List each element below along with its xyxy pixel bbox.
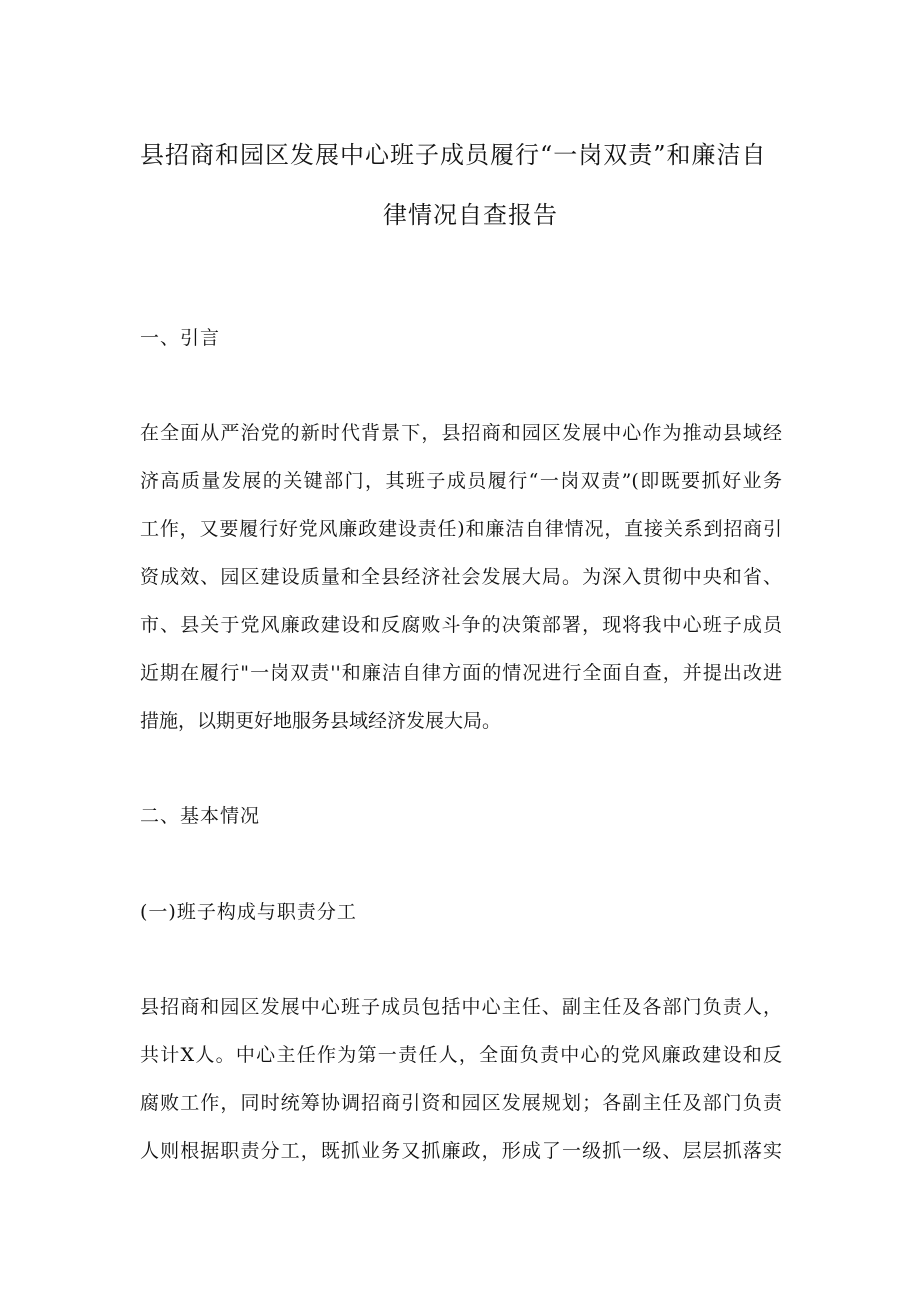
subsection-heading-team-composition: (一)班子构成与职责分工 <box>140 901 357 923</box>
section-heading-introduction: 一、引言 <box>140 327 221 349</box>
intro-paragraph-line: 在全面从严治党的新时代背景下，县招商和园区发展中心作为推动县域经 <box>140 422 782 444</box>
section-heading-basic-situation: 二、基本情况 <box>140 805 261 827</box>
body-paragraph-line: 腐败工作，同时统筹协调招商引资和园区发展规划；各副主任及部门负责 <box>140 1092 782 1114</box>
document-title-line-1: 县招商和园区发展中心班子成员履行“一岗双责”和廉洁自 <box>140 141 767 169</box>
intro-paragraph-line: 市、县关于党风廉政建设和反腐败斗争的决策部署，现将我中心班子成员 <box>140 614 782 636</box>
intro-paragraph-line: 济高质量发展的关键部门，其班子成员履行“一岗双责”(即既要抓好业务 <box>140 470 782 492</box>
intro-paragraph-line: 资成效、园区建设质量和全县经济社会发展大局。为深入贯彻中央和省、 <box>140 566 782 588</box>
intro-paragraph-line: 近期在履行"一岗双责''和廉洁自律方面的情况进行全面自查，并提出改进 <box>140 662 782 684</box>
body-paragraph-line: 共计X人。中心主任作为第一责任人，全面负责中心的党风廉政建设和反 <box>140 1044 782 1066</box>
intro-paragraph-line: 工作，又要履行好党风廉政建设责任)和廉洁自律情况，直接关系到招商引 <box>140 518 782 540</box>
body-paragraph-line: 县招商和园区发展中心班子成员包括中心主任、副主任及各部门负责人， <box>140 996 782 1018</box>
document-title-line-2: 律情况自查报告 <box>383 201 558 229</box>
body-paragraph-line: 人则根据职责分工，既抓业务又抓廉政，形成了一级抓一级、层层抓落实 <box>140 1140 782 1162</box>
intro-paragraph-line: 措施，以期更好地服务县域经济发展大局。 <box>140 710 502 732</box>
